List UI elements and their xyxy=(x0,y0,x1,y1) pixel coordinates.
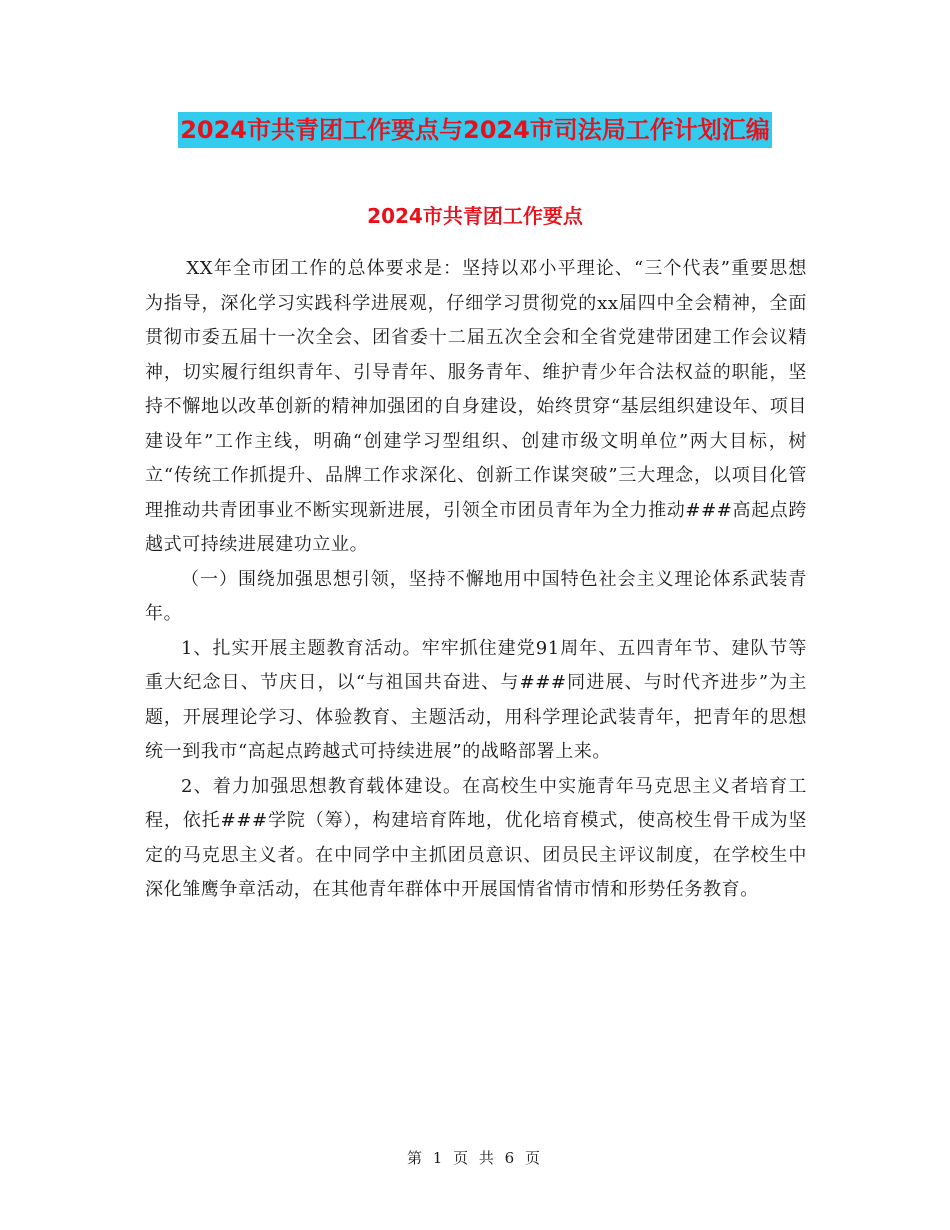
page-footer: 第 1 页 共 6 页 xyxy=(407,1149,543,1167)
paragraph-item-one: 1、扎实开展主题教育活动。牢牢抓住建党91周年、五四青年节、建队节等重大纪念日、节庆日，以“与祖国共奋进、与###同进展、与时代齐进步”为主题，开展理论学习、体验教育、主题活动，用科学理论武装青年，把青年的思想统一到我市“高起点跨越式可持续进展”的战略部署上来。 xyxy=(145,637,807,762)
paragraph-item-two: 2、着力加强思想教育载体建设。在高校生中实施青年马克思主义者培育工程，依托###学院（筹），构建培育阵地，优化培育模式，使高校生骨干成为坚定的马克思主义者。在中同学中主抓团员意识、团员民主评议制度，在学校生中深化雏鹰争章活动，在其他青年群体中开展国情省情市情和形势任务教育。 xyxy=(145,775,807,900)
paragraph-intro: XX年全市团工作的总体要求是：坚持以邓小平理论、“三个代表”重要思想为指导，深化学习实践科学进展观，仔细学习贯彻党的xx届四中全会精神，全面贯彻市委五届十一次全会、团省委十二届五次全会和全省党建带团建工作会议精神，切实履行组织青年、引导青年、服务青年、维护青少年合法权益的职能，坚持不懈地以改革创新的精神加强团的自身建设，始终贯穿“基层组织建设年、项目建设年”工作主线，明确“创建学习型组织、创建市级文明单位”两大目标，树立“传统工作抓提升、品牌工作求深化、创新工作谋突破”三大理念，以项目化管理推动共青团事业不断实现新进展，引领全市团员青年为全力推动###高起点跨越式可持续进展建功立业。 xyxy=(145,258,807,555)
document-title: 2024市共青团工作要点与2024市司法局工作计划汇编 xyxy=(178,112,772,148)
document-title-wrap xyxy=(0,112,950,148)
section-title: 2024市共青团工作要点 xyxy=(367,204,583,228)
document-body xyxy=(145,252,807,908)
paragraph-heading-one: （一）围绕加强思想引领，坚持不懈地用中国特色社会主义理论体系武装青年。 xyxy=(145,568,807,624)
